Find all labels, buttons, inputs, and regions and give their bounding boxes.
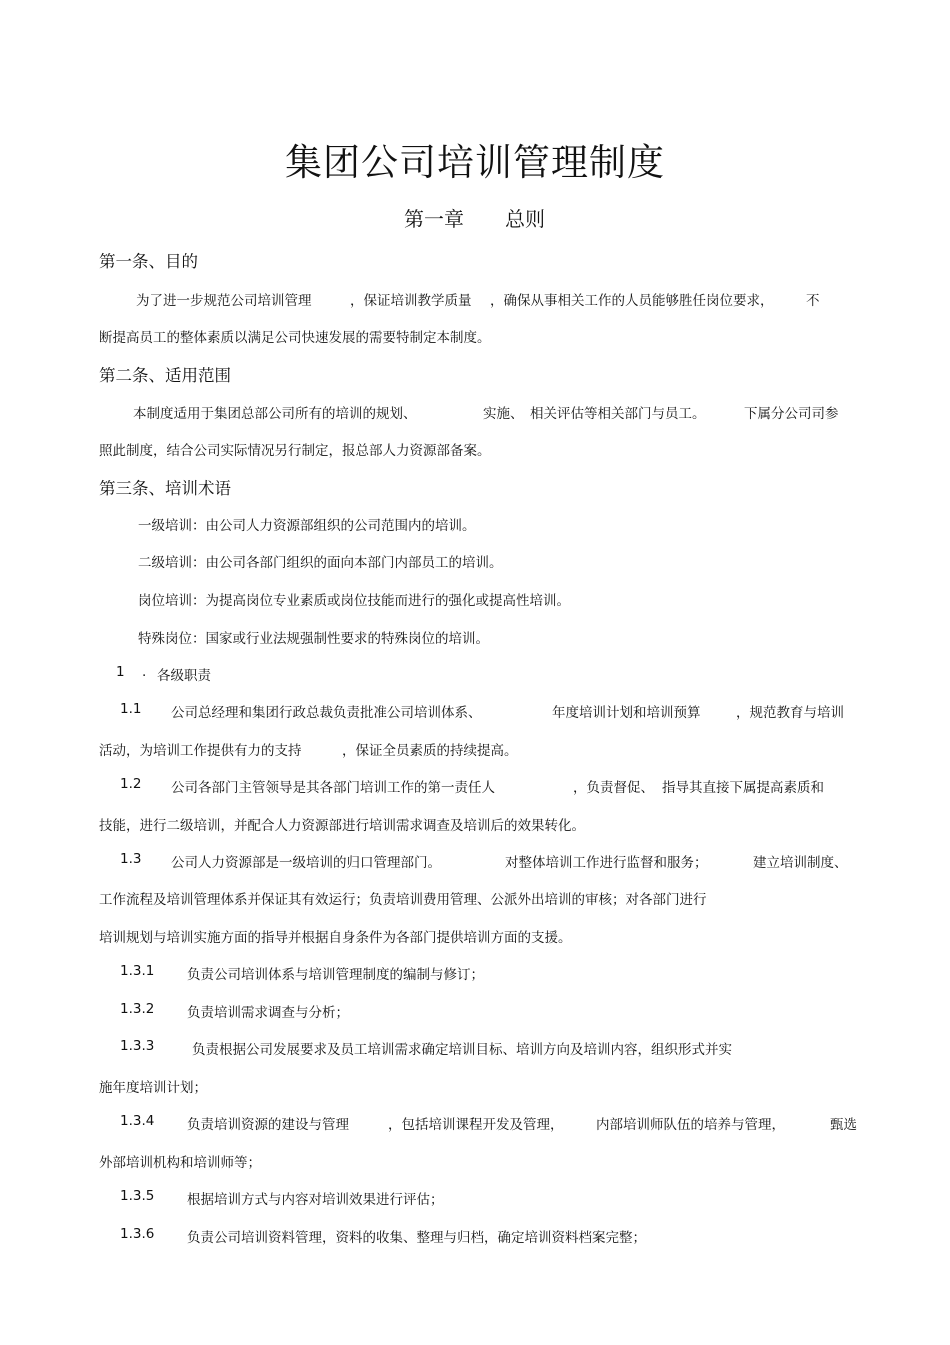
clause-text: 公司各部门主管领导是其各部门培训工作的第一责任人 — [171, 780, 495, 796]
article-1-text: ，保证培训教学质量 — [350, 293, 472, 309]
article-2-text: 照此制度，结合公司实际情况另行制定，报总部人力资源部备案。 — [99, 443, 491, 459]
section-number: 1 — [116, 664, 125, 680]
clause-text: 培训规划与培训实施方面的指导并根据自身条件为各部门提供培训方面的支援。 — [99, 930, 572, 946]
article-1-text: 不 — [806, 293, 820, 309]
article-2-text: 实施、 — [483, 406, 524, 422]
clause-number: 1.1 — [120, 701, 142, 717]
subclause-text: 甄选 — [830, 1117, 857, 1133]
subclause-text: 施年度培训计划； — [99, 1080, 207, 1096]
subclause-number: 1.3.3 — [120, 1038, 155, 1054]
subclause-number: 1.3.4 — [120, 1113, 155, 1129]
clause-text: 公司总经理和集团行政总裁负责批准公司培训体系、 — [171, 705, 482, 721]
article-1-text: 为了进一步规范公司培训管理 — [136, 293, 312, 309]
subclause-text: 根据培训方式与内容对培训效果进行评估； — [187, 1192, 444, 1208]
subclause-text: 内部培训师队伍的培养与管理， — [596, 1117, 785, 1133]
subclause-text: 负责公司培训体系与培训管理制度的编制与修订； — [187, 967, 484, 983]
clause-text: 对整体培训工作进行监督和服务； — [505, 855, 708, 871]
chapter-number: 第一章 — [404, 207, 464, 231]
clause-number: 1.2 — [120, 776, 142, 792]
clause-text: 工作流程及培训管理体系并保证其有效运行；负责培训费用管理、公派外出培训的审核；对各部门进行 — [99, 892, 707, 908]
clause-text: 公司人力资源部是一级培训的归口管理部门。 — [171, 855, 441, 871]
subclause-text: 负责培训资源的建设与管理 — [187, 1117, 349, 1133]
subclause-text: 负责公司培训资料管理，资料的收集、整理与归档，确定培训资料档案完整； — [187, 1230, 646, 1246]
subclause-number: 1.3.6 — [120, 1226, 155, 1242]
article-1-heading: 第一条、目的 — [99, 252, 198, 271]
section-title: 各级职责 — [157, 668, 211, 684]
subclause-text: ，包括培训课程开发及管理， — [388, 1117, 564, 1133]
term-item: 岗位培训：为提高岗位专业素质或岗位技能而进行的强化或提高性培训。 — [138, 593, 570, 609]
subclause-number: 1.3.1 — [120, 963, 155, 979]
subclause-text: 负责根据公司发展要求及员工培训需求确定培训目标、培训方向及培训内容，组织形式并实 — [192, 1042, 732, 1058]
clause-text: 建立培训制度、 — [753, 855, 848, 871]
clause-text: 技能，进行二级培训，并配合人力资源部进行培训需求调查及培训后的效果转化。 — [99, 818, 585, 834]
article-1-text: 断提高员工的整体素质以满足公司快速发展的需要特制定本制度。 — [99, 330, 491, 346]
clause-text: ，负责督促、 — [573, 780, 654, 796]
article-1-text: ，确保从事相关工作的人员能够胜任岗位要求， — [490, 293, 774, 309]
clause-text: ，规范教育与培训 — [736, 705, 844, 721]
clause-text: 年度培训计划和培训预算 — [552, 705, 701, 721]
article-2-text: 本制度适用于集团总部公司所有的培训的规划、 — [133, 406, 417, 422]
article-2-text: 相关评估等相关部门与员工。 — [530, 406, 706, 422]
subclause-text: 外部培训机构和培训师等； — [99, 1155, 261, 1171]
clause-text: 指导其直接下属提高素质和 — [662, 780, 824, 796]
term-item: 特殊岗位：国家或行业法规强制性要求的特殊岗位的培训。 — [138, 631, 489, 647]
term-item: 二级培训：由公司各部门组织的面向本部门内部员工的培训。 — [138, 555, 503, 571]
clause-text: 活动，为培训工作提供有力的支持 — [99, 743, 302, 759]
clause-number: 1.3 — [120, 851, 142, 867]
subclause-text: 负责培训需求调查与分析； — [187, 1005, 349, 1021]
article-2-text: 下属分公司司参 — [744, 406, 839, 422]
subclause-number: 1.3.5 — [120, 1188, 155, 1204]
chapter-name: 总则 — [505, 207, 545, 231]
section-dot: . — [142, 664, 147, 680]
document-title: 集团公司培训管理制度 — [285, 141, 665, 184]
term-item: 一级培训：由公司人力资源部组织的公司范围内的培训。 — [138, 518, 476, 534]
subclause-number: 1.3.2 — [120, 1001, 155, 1017]
article-3-heading: 第三条、培训术语 — [99, 479, 231, 498]
clause-text: ，保证全员素质的持续提高。 — [342, 743, 518, 759]
article-2-heading: 第二条、适用范围 — [99, 366, 231, 385]
